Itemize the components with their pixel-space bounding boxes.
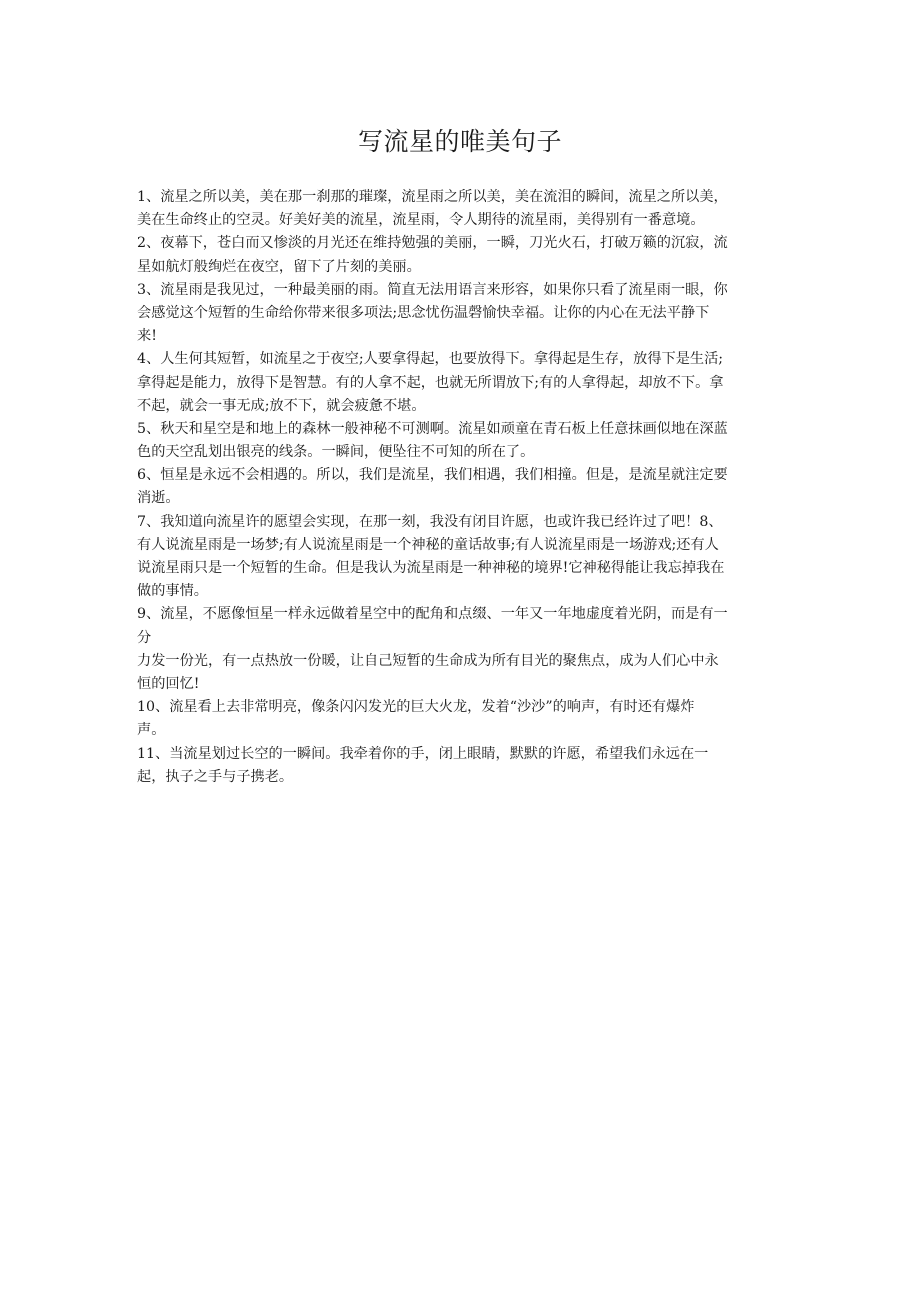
- text-line: 3、流星雨是我见过，一种最美丽的雨。简直无法用语言来形容，如果你只看了流星雨一眼，你: [137, 281, 728, 298]
- text-line: 星如航灯般绚烂在夜空，留下了片刻的美丽。: [137, 258, 421, 275]
- text-line: 不起，就会一事无成;放不下，就会疲惫不堪。: [137, 397, 426, 414]
- text-line: 分: [137, 629, 152, 646]
- text-line: 色的天空乱划出银亮的线条。一瞬间，便坠往不可知的所在了。: [137, 444, 535, 461]
- text-line: 2、夜幕下，苍白而又惨淡的月光还在维持勉强的美丽，一瞬，刀光火石，打破万籁的沉寂，流: [137, 235, 728, 252]
- text-line: 11、当流星划过长空的一瞬间。我牵着你的手，闭上眼睛，默默的许愿，希望我们永远在一: [137, 745, 709, 762]
- document-body: [137, 186, 782, 789]
- text-line: 声。: [137, 722, 166, 739]
- text-line: 9、流星，不愿像恒星一样永远做着星空中的配角和点缀、一年又一年地虚度着光阴，而是有一: [137, 606, 728, 623]
- text-line: 有人说流星雨是一场梦;有人说流星雨是一个神秘的童话故事;有人说流星雨是一场游戏;还有人: [137, 536, 719, 553]
- text-line: 做的事情。: [137, 583, 208, 600]
- text-line: 起，执子之手与子携老。: [137, 768, 294, 785]
- text-line: 4、人生何其短暂，如流星之于夜空;人要拿得起，也要放得下。拿得起是生存，放得下是生活;: [137, 351, 724, 368]
- text-line: 美在生命终止的空灵。好美好美的流星，流星雨，令人期待的流星雨，美得别有一番意境。: [137, 212, 705, 229]
- text-line: 10、流星看上去非常明亮，像条闪闪发光的巨大火龙，发着“沙沙”的响声，有时还有爆炸: [137, 699, 695, 716]
- text-line: 恒的回忆!: [137, 675, 200, 692]
- text-line: 消逝。: [137, 490, 180, 507]
- text-line: 5、秋天和星空是和地上的森林一般神秘不可测啊。流星如顽童在青石板上任意抹画似地在深蓝: [137, 420, 728, 437]
- text-line: 拿得起是能力，放得下是智慧。有的人拿不起，也就无所谓放下;有的人拿得起，却放不下。拿: [137, 374, 724, 391]
- text-line: 会感觉这个短暂的生命给你带来很多项法;思念忧伤温磬愉快幸福。让你的内心在无法平静下: [137, 304, 710, 321]
- text-line: 说流星雨只是一个短暂的生命。但是我认为流星雨是一种神秘的境界!它神秘得能让我忘掉我在: [137, 560, 725, 576]
- text-line: 6、恒星是永远不会相遇的。所以，我们是流星，我们相遇，我们相撞。但是，是流星就注定要: [137, 467, 728, 484]
- text-line: 1、流星之所以美，美在那一刹那的璀璨，流星雨之所以美，美在流泪的瞬间，流星之所以美，: [137, 189, 728, 205]
- text-line: 7、我知道向流星许的愿望会实现，在那一刻，我没有闭目许愿，也或许我已经许过了吧！8、: [137, 513, 723, 530]
- document-title: 写流星的唯美句子: [357, 127, 562, 156]
- text-line: 力发一份光，有一点热放一份暖，让自己短暂的生命成为所有目光的聚焦点，成为人们心中永: [137, 652, 719, 669]
- text-line: 来!: [137, 328, 157, 345]
